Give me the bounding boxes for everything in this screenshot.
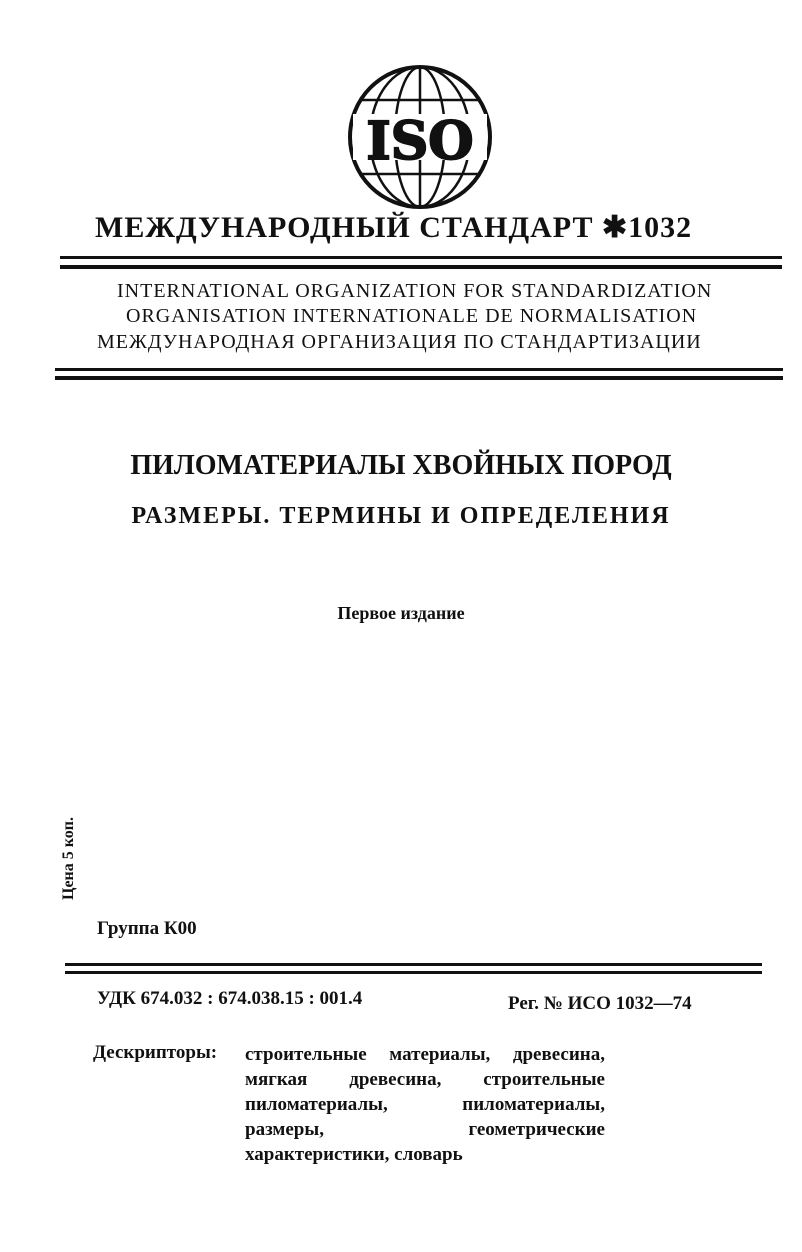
org-name-en: INTERNATIONAL ORGANIZATION FOR STANDARDIZATION — [117, 280, 713, 302]
divider-bottom — [65, 963, 762, 966]
globe-icon — [345, 62, 495, 212]
document-title: ПИЛОМАТЕРИАЛЫ ХВОЙНЫХ ПОРОД — [130, 450, 672, 481]
divider-top — [60, 256, 782, 259]
org-name-ru: МЕЖДУНАРОДНАЯ ОРГАНИЗАЦИЯ ПО СТАНДАРТИЗАЦИИ — [97, 331, 702, 353]
descriptors-label: Дескрипторы: — [93, 1042, 218, 1063]
descriptors-text: строительные материалы, древесина, мягкая древесина, строительные пиломатериалы, пиломатериалы, размеры, геометрические характеристики, словарь — [245, 1044, 605, 1165]
standard-number: ✱1032 — [601, 211, 693, 244]
group-label: Группа К00 — [97, 918, 197, 939]
price-label: Цена 5 коп. — [60, 817, 77, 900]
standard-title-text: МЕЖДУНАРОДНЫЙ СТАНДАРТ — [95, 211, 594, 244]
org-name-fr: ORGANISATION INTERNATIONALE DE NORMALISATION — [126, 305, 698, 327]
divider-middle — [55, 368, 783, 371]
divider-middle-thick — [55, 376, 783, 380]
divider-top-thick — [60, 265, 782, 269]
registration-number: Рег. № ИСО 1032—74 — [508, 993, 692, 1014]
iso-logo-text: ISO — [366, 111, 474, 172]
divider-bottom-thin — [65, 971, 762, 974]
udk-code: УДК 674.032 : 674.038.15 : 001.4 — [97, 988, 363, 1009]
document-subtitle: РАЗМЕРЫ. ТЕРМИНЫ И ОПРЕДЕЛЕНИЯ — [131, 503, 671, 529]
edition-label: Первое издание — [337, 603, 465, 623]
standard-title — [95, 210, 755, 245]
iso-logo — [345, 62, 495, 212]
